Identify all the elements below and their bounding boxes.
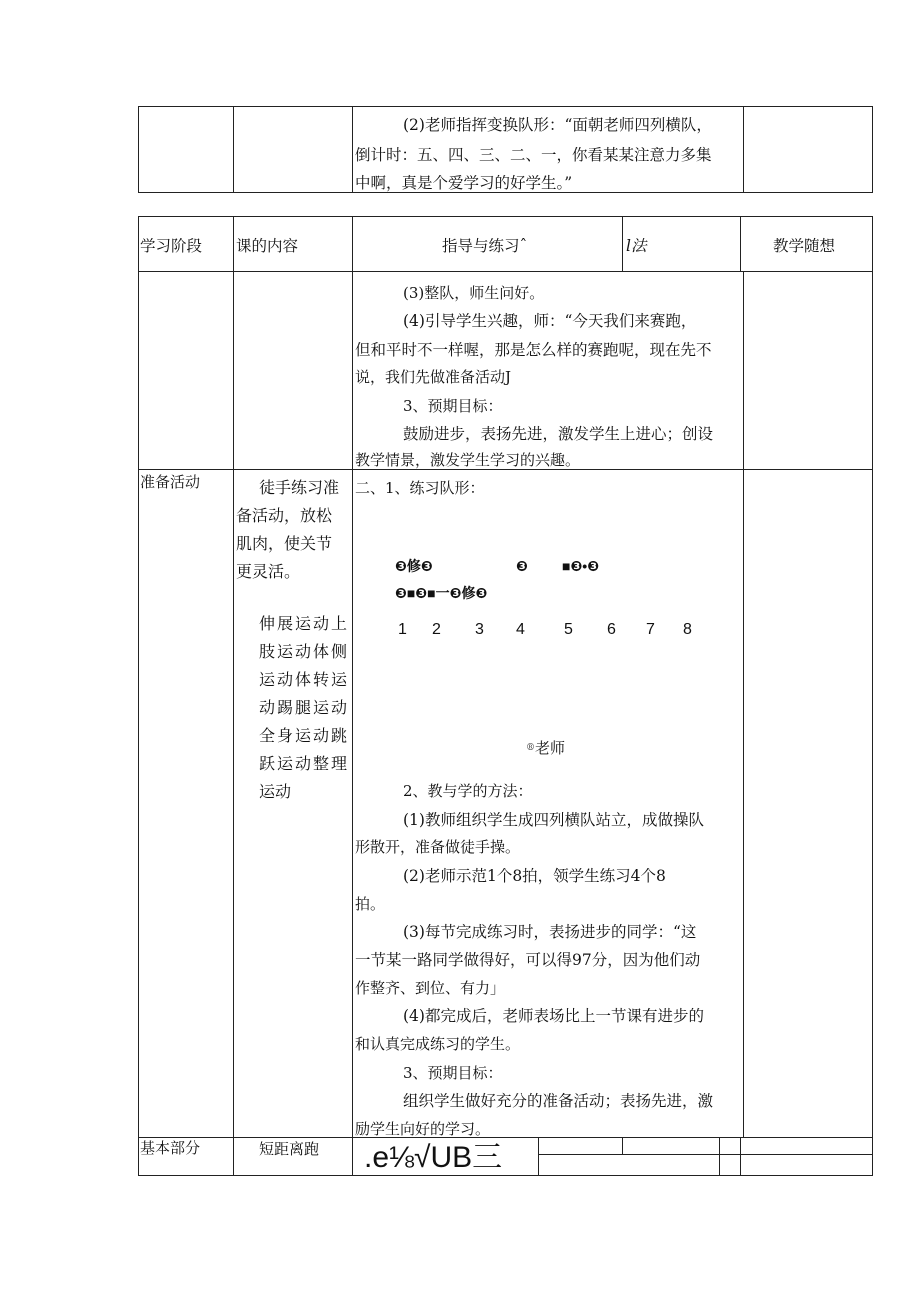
content-line: 全身运动跳	[259, 726, 350, 745]
formation-number: 4	[516, 621, 525, 638]
intro-line: 教学情景，激发学生学习的兴趣。	[355, 451, 581, 469]
header-method: l法	[626, 237, 647, 255]
rule	[138, 106, 139, 193]
method-line: (1)教师组织学生成四列横队站立，成做操队	[403, 811, 704, 829]
rule	[622, 216, 623, 272]
method-line: 励学生向好的学习。	[355, 1120, 491, 1138]
method-line: 和认真完成练习的学生。	[355, 1035, 521, 1053]
content-line: 伸展运动上	[259, 614, 350, 633]
formation-diagram-row: ❸■❸■一❸修❸	[395, 585, 488, 601]
content-line: 跃运动整理	[259, 754, 350, 773]
rule	[622, 1137, 623, 1155]
header-stage: 学习阶段	[140, 237, 203, 255]
formation-diagram-row: ❸	[516, 558, 528, 574]
formation-number: 6	[607, 621, 616, 638]
formation-diagram-row: ❸修❸	[395, 558, 433, 574]
content-line: 动踢腿运动	[259, 698, 350, 717]
rule	[538, 1154, 873, 1155]
intro-line: 3、预期目标：	[403, 397, 503, 415]
rule	[352, 216, 353, 1176]
method-line: (2)老师示范1个8拍，领学生练习4个8	[403, 867, 666, 885]
content-line: 肢运动体侧	[259, 642, 350, 661]
header-guide: 指导与练习ˆ	[442, 237, 528, 255]
intro-line: 说，我们先做准备活动J	[355, 368, 512, 386]
rule	[138, 216, 139, 1176]
method-line: (3)每节完成练习时，表扬进步的同学：“这	[403, 923, 697, 941]
teacher-marker-icon: ®	[526, 743, 535, 753]
method-line: (4)都完成后，老师表场比上一节课有进步的	[403, 1007, 704, 1025]
rule	[740, 1137, 741, 1176]
garbled-text: .e⅛√UB三	[364, 1141, 503, 1174]
rule	[538, 1137, 539, 1176]
rule	[352, 106, 353, 193]
rule	[719, 1137, 720, 1176]
intro-line: (4)引导学生兴趣，师：“今天我们来赛跑，	[403, 312, 697, 330]
rule	[138, 106, 873, 107]
rule	[138, 1175, 873, 1176]
content-basic: 短距离跑	[259, 1140, 320, 1158]
content-line: 徒手练习准	[259, 478, 340, 497]
formation-diagram-row: ■❸•❸	[562, 558, 600, 574]
rule	[233, 106, 234, 193]
stage-warmup: 准备活动	[140, 473, 201, 491]
content-line: 运动	[259, 782, 292, 801]
formation-number: 1	[398, 621, 407, 638]
content-line: 运动体转运	[259, 670, 350, 689]
rule	[743, 271, 744, 1138]
header-reflection: 教学随想	[773, 237, 836, 255]
teacher-label: 老师	[535, 739, 566, 757]
teacher-position	[526, 738, 565, 758]
rule	[743, 106, 744, 193]
rule	[740, 216, 741, 272]
method-line: 组织学生做好充分的准备活动；表扬先进，激	[403, 1092, 714, 1110]
method-line: 2、教与学的方法：	[403, 782, 533, 800]
formation-number: 2	[432, 621, 441, 638]
top-line-2: 倒计时：五、四、三、二、一，你看某某注意力多集	[355, 146, 712, 164]
method-line: 拍。	[355, 895, 386, 913]
top-line-3: 中啊，真是个爱学习的好学生。”	[355, 174, 573, 192]
header-content: 课的内容	[236, 237, 299, 255]
top-line-1: (2)老师指挥变换队形：“面朝老师四列横队，	[403, 116, 712, 134]
formation-number: 5	[564, 621, 573, 638]
rule	[233, 216, 234, 1176]
content-line: 更灵活。	[236, 562, 301, 581]
method-line: 形散开，准备做徒手操。	[355, 838, 521, 856]
method-line: 作整齐、到位、有力」	[355, 979, 506, 997]
formation-number: 3	[475, 621, 484, 638]
intro-line: 但和平时不一样喔，那是怎么样的赛跑呢，现在先不	[355, 341, 712, 359]
intro-line: 鼓励进步，表扬先进，激发学生上进心；创设	[403, 425, 714, 443]
rule	[872, 216, 873, 1176]
rule	[872, 106, 873, 193]
formation-number: 8	[683, 621, 692, 638]
content-line: 备活动，放松	[236, 506, 333, 525]
method-line: 一节某一路同学做得好，可以得97分，因为他们动	[355, 951, 701, 969]
rule	[138, 271, 873, 272]
content-line: 肌肉，使关节	[236, 534, 333, 553]
formation-number: 7	[646, 621, 655, 638]
stage-basic: 基本部分	[140, 1139, 201, 1157]
rule	[138, 216, 873, 217]
rule	[138, 1137, 873, 1138]
formation-title: 二、1、练习队形：	[355, 479, 485, 497]
method-line: 3、预期目标：	[403, 1064, 503, 1082]
intro-line: (3)整队，师生问好。	[403, 284, 545, 302]
